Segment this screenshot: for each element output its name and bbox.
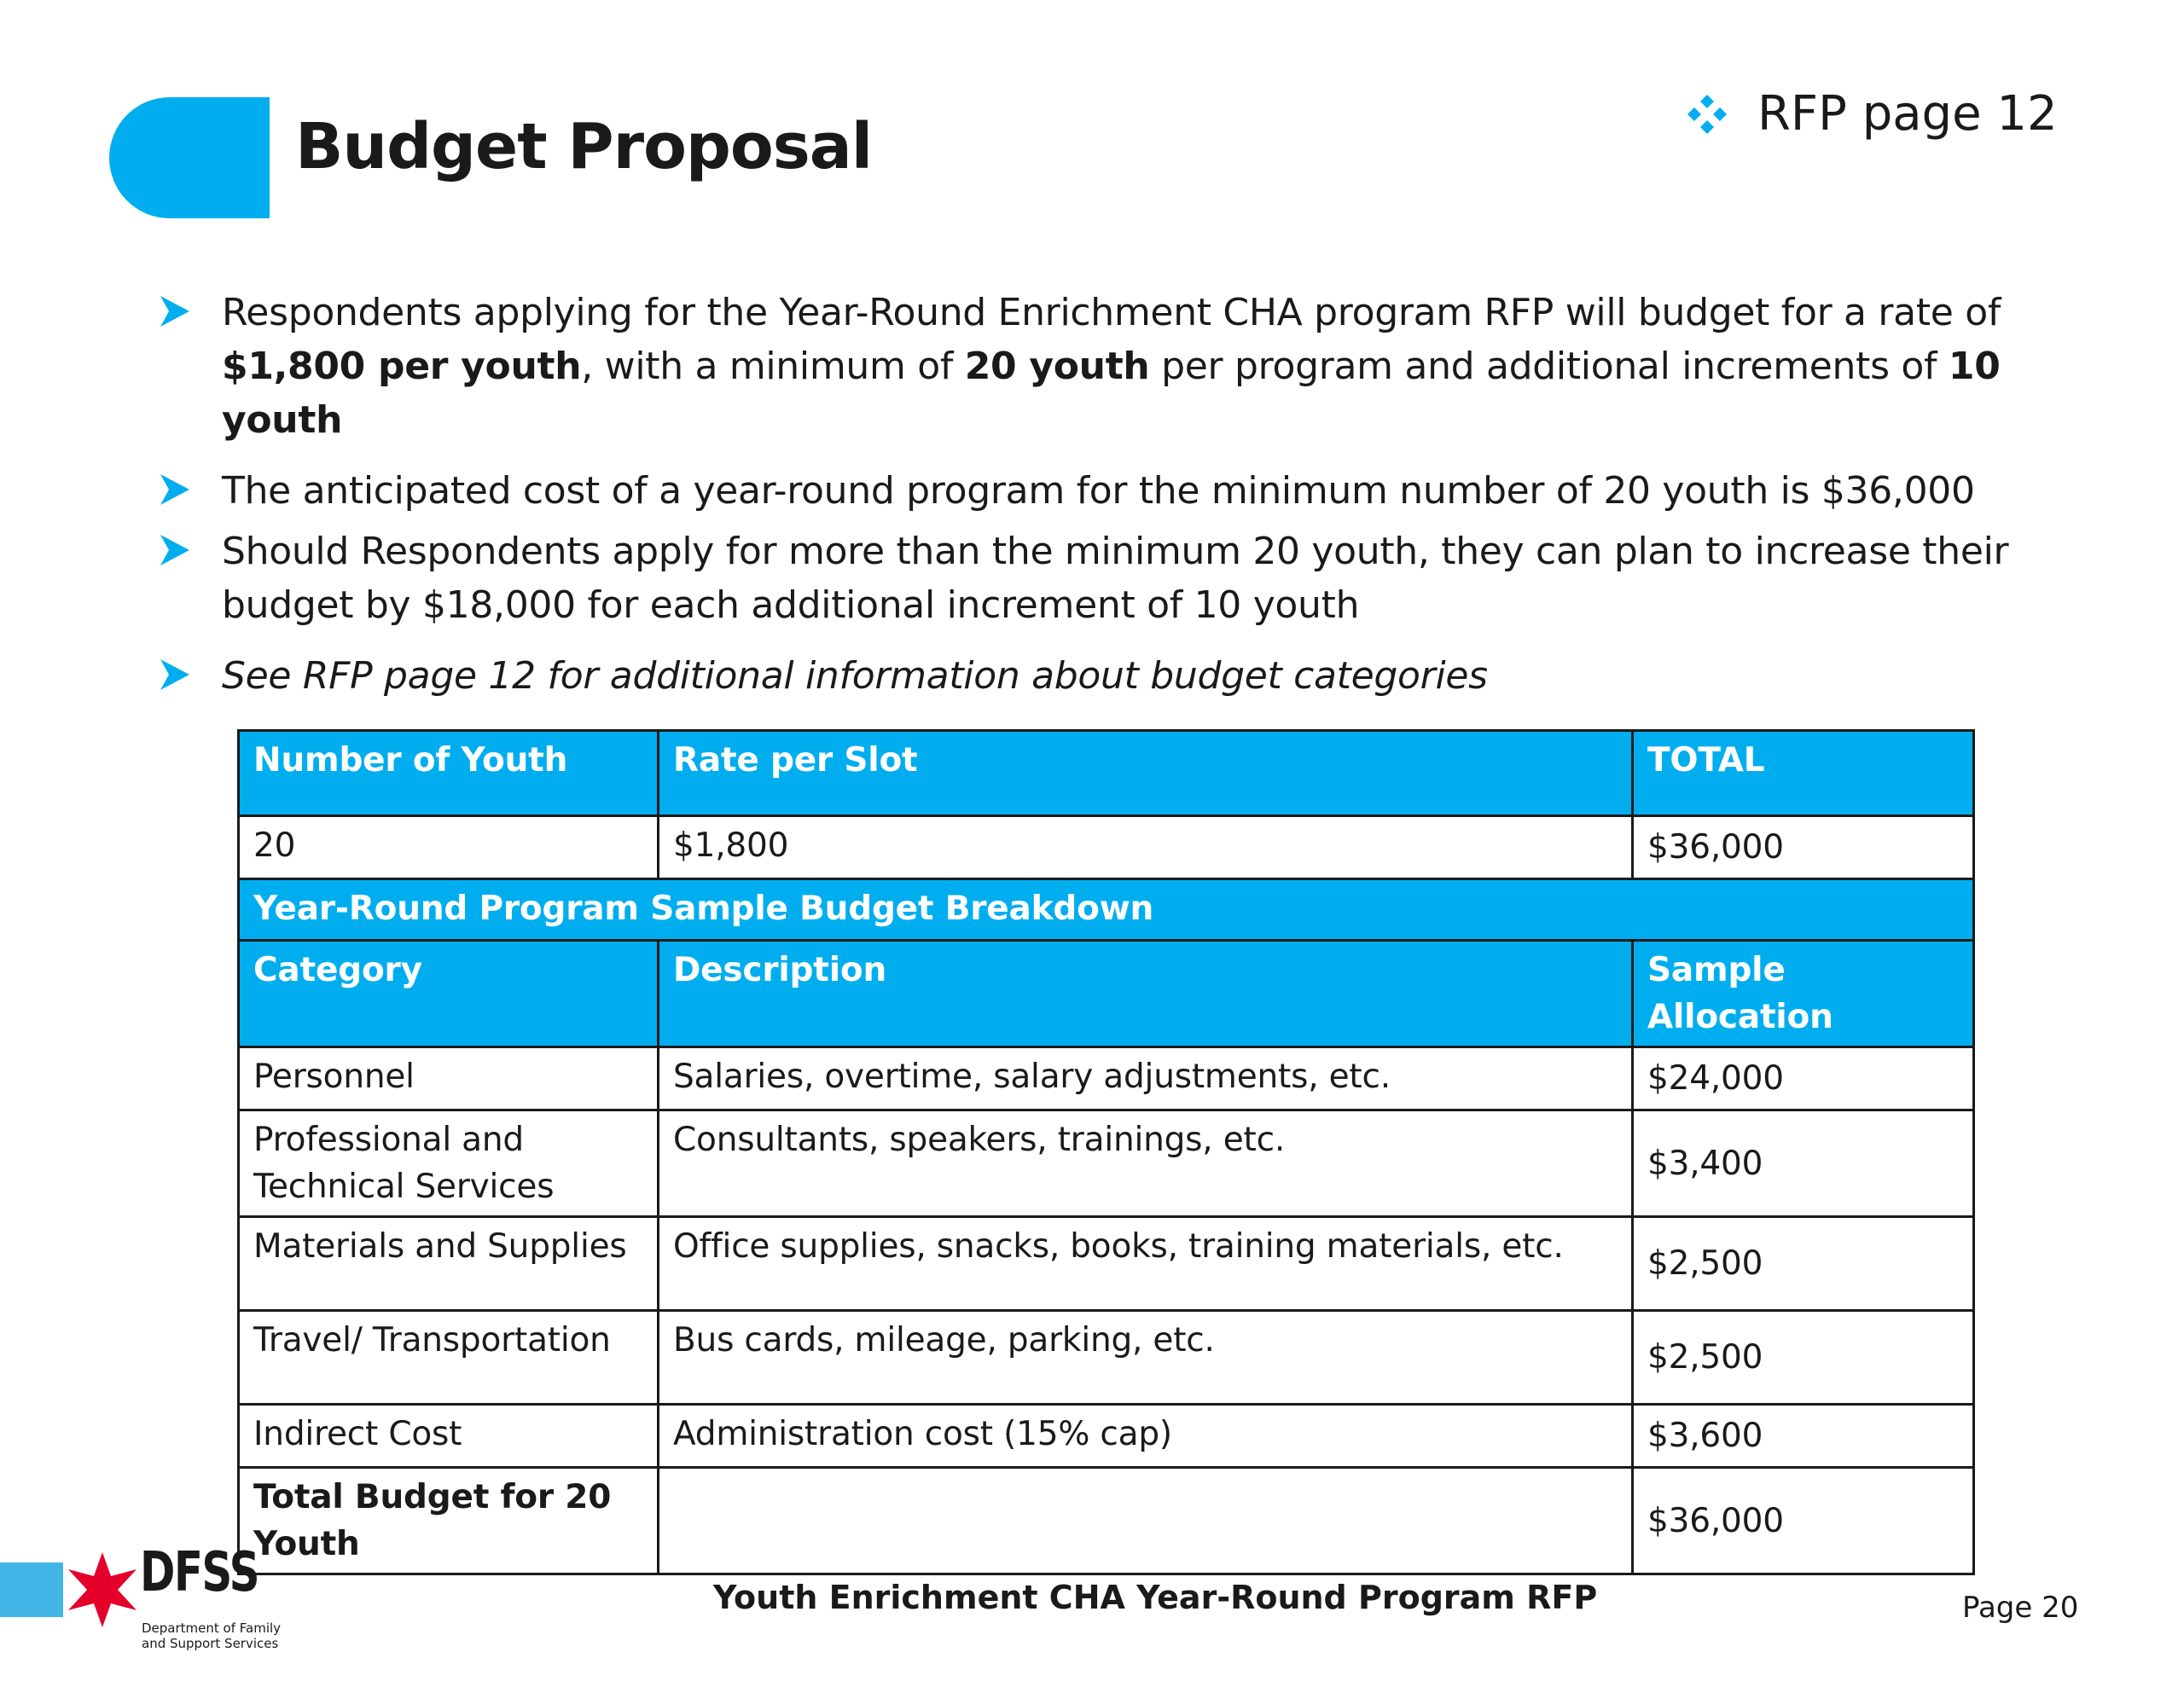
bullet-item [159, 649, 2104, 703]
amount-cell: $2,500 [1633, 1311, 1974, 1405]
amount-cell: $2,500 [1633, 1217, 1974, 1311]
table-header-cell: Sample Allocation [1633, 941, 1974, 1047]
category-cell: Materials and Supplies [239, 1217, 659, 1311]
table-row [239, 1311, 1974, 1405]
amount-cell: $24,000 [1633, 1047, 1974, 1110]
table-header-cell: Number of Youth [239, 731, 659, 816]
rfp-reference-text: RFP page 12 [1757, 86, 2058, 142]
description-cell: Salaries, overtime, salary adjustments, etc. [659, 1047, 1633, 1110]
category-cell: Professional and Technical Services [239, 1110, 659, 1217]
bullet-item [159, 286, 2104, 447]
bullet-text: , with a minimum of [581, 345, 965, 388]
logo-subtitle [142, 1620, 312, 1651]
logo-subtitle-line: and Support Services [142, 1636, 279, 1651]
budget-table [237, 729, 1975, 1575]
description-cell: Administration cost (15% cap) [659, 1405, 1633, 1468]
table-row [239, 1217, 1974, 1311]
logo-blue-bar [0, 1562, 63, 1617]
bullet-list [159, 286, 2104, 720]
table-row [239, 1405, 1974, 1468]
bullet-text: per program and additional increments of [1149, 345, 1949, 388]
table-header-cell: Description [659, 941, 1633, 1047]
bullet-text: Respondents applying for the Year-Round Enrichment CHA program RFP will budget for a rate of [222, 291, 2001, 334]
bullet-item [159, 525, 2104, 632]
total-amount-cell: $36,000 [1633, 1468, 1974, 1574]
footer-title: Youth Enrichment CHA Year-Round Program RFP [713, 1579, 1598, 1616]
bullet-text: See RFP page 12 for additional information about budget categories [222, 654, 1488, 698]
bullet-text: Should Respondents apply for more than the minimum 20 youth, they can plan to increase their budget by $18,000 for each additional increment of 10 youth [222, 530, 2009, 627]
table-row [239, 816, 1974, 879]
table-cell: 20 [239, 816, 659, 879]
table-header-cell: Category [239, 941, 659, 1047]
amount-cell: $3,600 [1633, 1405, 1974, 1468]
amount-cell: $3,400 [1633, 1110, 1974, 1217]
bullet-text: The anticipated cost of a year-round program for the minimum number of 20 youth is $36,000 [222, 469, 1975, 513]
arrow-bullet-icon [159, 294, 191, 328]
description-cell: Consultants, speakers, trainings, etc. [659, 1110, 1633, 1217]
table-header-row [239, 731, 1974, 816]
description-cell: Office supplies, snacks, books, training materials, etc. [659, 1217, 1633, 1311]
arrow-bullet-icon [159, 658, 191, 692]
table-total-row [239, 1468, 1974, 1574]
table-cell: $36,000 [1633, 816, 1974, 879]
page-number: Page 20 [1962, 1591, 2079, 1625]
table-header-row [239, 941, 1974, 1047]
total-description-cell [659, 1468, 1633, 1574]
category-cell: Indirect Cost [239, 1405, 659, 1468]
title-accent-shape [109, 97, 270, 218]
rfp-reference [1686, 85, 2058, 142]
bullet-bold-text: 10 youth [222, 345, 2001, 442]
logo-text: DFSS [140, 1541, 258, 1604]
table-row [239, 1110, 1974, 1217]
table-cell: $1,800 [659, 816, 1633, 879]
category-cell: Personnel [239, 1047, 659, 1110]
arrow-bullet-icon [159, 472, 191, 507]
logo-subtitle-line: Department of Family [142, 1620, 282, 1636]
bullet-bold-text: 20 youth [964, 345, 1150, 388]
description-cell: Bus cards, mileage, parking, etc. [659, 1311, 1633, 1405]
total-category-cell: Total Budget for 20 Youth [239, 1468, 659, 1574]
diamond-bullet-icon [1686, 93, 1728, 136]
table-section-title: Year-Round Program Sample Budget Breakdown [239, 879, 1974, 941]
bullet-item [159, 464, 2104, 518]
table-header-cell: Rate per Slot [659, 731, 1633, 816]
bullet-bold-text: $1,800 per youth [222, 345, 582, 388]
page-title: Budget Proposal [295, 110, 873, 183]
arrow-bullet-icon [159, 533, 191, 567]
category-cell: Travel/ Transportation [239, 1311, 659, 1405]
table-row [239, 1047, 1974, 1110]
red-star-icon [63, 1551, 142, 1629]
table-section-row [239, 879, 1974, 941]
table-header-cell: TOTAL [1633, 731, 1974, 816]
